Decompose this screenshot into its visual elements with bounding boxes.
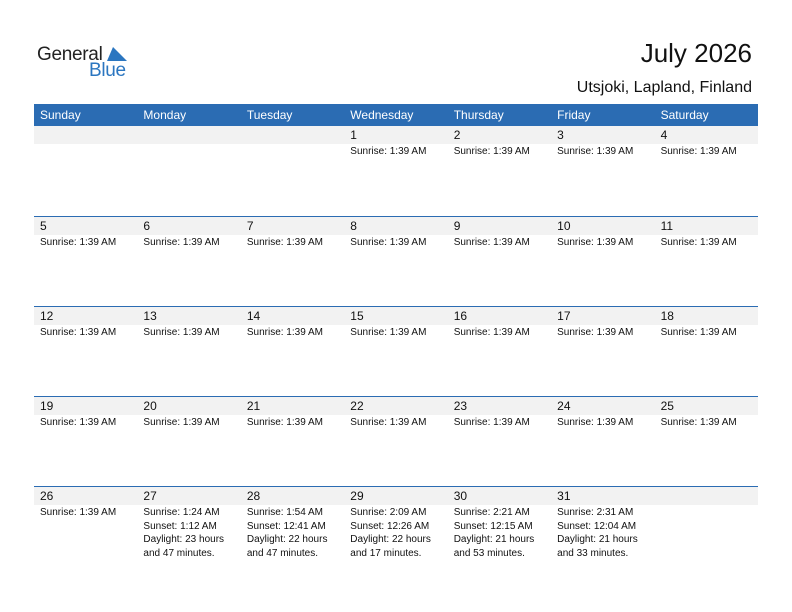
day-info-line: Sunrise: 1:39 AM	[246, 237, 323, 248]
day-info-line: Daylight: 22 hours	[350, 534, 431, 545]
logo-triangle-icon	[107, 47, 127, 61]
day-info-line: Sunset: 12:04 AM	[557, 520, 637, 532]
day-info-line: Sunrise: 1:39 AM	[143, 417, 220, 428]
day-info-line: Sunrise: 1:39 AM	[350, 146, 427, 157]
day-number: 11	[655, 217, 758, 235]
location-subtitle: Utsjoki, Lapland, Finland	[576, 79, 752, 96]
day-cell	[448, 307, 551, 396]
day-cell	[34, 126, 137, 216]
day-cell	[137, 307, 240, 396]
day-number: 3	[551, 126, 654, 144]
day-cell	[655, 217, 758, 306]
day-cell	[448, 397, 551, 486]
day-info	[551, 235, 654, 250]
day-number: 16	[448, 307, 551, 325]
day-cell	[448, 217, 551, 306]
day-info	[241, 325, 344, 340]
day-number: 29	[344, 487, 447, 505]
day-info-line: Sunrise: 2:31 AM	[557, 507, 634, 518]
day-info-line: Sunrise: 1:24 AM	[143, 507, 220, 518]
day-cell	[137, 397, 240, 486]
day-cell	[344, 217, 447, 306]
day-info-line: Sunrise: 1:39 AM	[557, 327, 634, 338]
weekday-sunday: Sunday	[40, 108, 81, 122]
day-info	[137, 144, 240, 145]
day-info	[344, 325, 447, 340]
day-info	[241, 505, 344, 560]
day-info-line: Sunrise: 2:09 AM	[350, 507, 427, 518]
day-info-line: Sunrise: 1:39 AM	[246, 327, 323, 338]
day-info-line: Sunrise: 1:39 AM	[40, 327, 117, 338]
day-cell	[137, 126, 240, 216]
day-number: 22	[344, 397, 447, 415]
day-info-line: Daylight: 22 hours	[246, 534, 328, 545]
day-number: 28	[241, 487, 344, 505]
day-cell	[241, 487, 344, 576]
day-number: 9	[448, 217, 551, 235]
day-info-line: Sunset: 12:41 AM	[246, 520, 326, 532]
day-info-line: Sunrise: 1:39 AM	[660, 146, 737, 157]
day-cell	[655, 307, 758, 396]
day-cell	[344, 487, 447, 576]
day-info	[655, 235, 758, 250]
day-cell	[344, 397, 447, 486]
day-info	[655, 505, 758, 506]
day-number: 12	[34, 307, 137, 325]
day-info	[448, 235, 551, 250]
day-number: 23	[448, 397, 551, 415]
day-cell	[241, 307, 344, 396]
day-number: 6	[137, 217, 240, 235]
day-info	[344, 144, 447, 159]
day-info	[137, 325, 240, 340]
day-info-line: Sunrise: 1:39 AM	[557, 237, 634, 248]
day-number: 1	[344, 126, 447, 144]
day-info	[137, 235, 240, 250]
day-cell	[137, 217, 240, 306]
day-info-line: Sunrise: 1:39 AM	[660, 417, 737, 428]
day-info-line: Sunrise: 1:39 AM	[40, 417, 117, 428]
day-number: 24	[551, 397, 654, 415]
day-info-line: Sunrise: 1:39 AM	[557, 146, 634, 157]
weekday-monday: Monday	[143, 108, 187, 122]
day-number	[655, 487, 758, 505]
day-number	[241, 126, 344, 144]
day-cell	[655, 397, 758, 486]
day-info-line: Sunrise: 1:39 AM	[40, 507, 117, 518]
day-number: 30	[448, 487, 551, 505]
day-cell	[655, 126, 758, 216]
day-info-line: Sunrise: 1:39 AM	[350, 237, 427, 248]
calendar-week	[34, 396, 758, 486]
day-info	[655, 325, 758, 340]
day-info-line: and 47 minutes.	[246, 547, 319, 559]
day-info-line: Sunrise: 1:39 AM	[143, 327, 220, 338]
day-info	[448, 505, 551, 560]
calendar	[34, 104, 758, 576]
day-number: 20	[137, 397, 240, 415]
day-info-line: Sunrise: 1:39 AM	[453, 327, 530, 338]
day-cell	[34, 487, 137, 576]
day-info	[448, 325, 551, 340]
day-cell	[34, 307, 137, 396]
day-info	[137, 415, 240, 430]
calendar-weeks	[34, 126, 758, 576]
day-info-line: Sunrise: 1:39 AM	[143, 237, 220, 248]
calendar-week	[34, 306, 758, 396]
day-number: 19	[34, 397, 137, 415]
day-info-line: Sunrise: 1:39 AM	[246, 417, 323, 428]
day-info	[448, 415, 551, 430]
day-number	[34, 126, 137, 144]
day-number: 27	[137, 487, 240, 505]
brand-logo	[37, 44, 147, 80]
day-info-line: and 17 minutes.	[350, 547, 422, 559]
calendar-week	[34, 486, 758, 576]
day-info-line: Sunrise: 1:54 AM	[246, 507, 323, 518]
day-number: 10	[551, 217, 654, 235]
day-info-line: Daylight: 21 hours	[557, 534, 638, 545]
page-title: July 2026	[640, 38, 752, 68]
day-number: 18	[655, 307, 758, 325]
weekday-friday: Friday	[557, 108, 591, 122]
weekday-thursday: Thursday	[453, 108, 504, 122]
day-cell	[34, 217, 137, 306]
day-number: 4	[655, 126, 758, 144]
day-number: 14	[241, 307, 344, 325]
day-cell	[241, 126, 344, 216]
day-info-line: Sunset: 1:12 AM	[143, 520, 217, 532]
day-number: 31	[551, 487, 654, 505]
day-cell	[241, 217, 344, 306]
day-number: 26	[34, 487, 137, 505]
day-info	[551, 415, 654, 430]
weekday-wednesday: Wednesday	[350, 108, 414, 122]
day-info	[34, 144, 137, 145]
day-number: 13	[137, 307, 240, 325]
day-info	[34, 235, 137, 250]
calendar-week	[34, 126, 758, 216]
day-number: 15	[344, 307, 447, 325]
day-cell	[241, 397, 344, 486]
day-cell	[137, 487, 240, 576]
day-info	[448, 144, 551, 159]
day-cell	[344, 126, 447, 216]
day-info-line: Sunrise: 1:39 AM	[350, 327, 427, 338]
day-number: 25	[655, 397, 758, 415]
day-cell	[551, 217, 654, 306]
day-cell	[551, 487, 654, 576]
day-cell	[448, 487, 551, 576]
day-info-line: Sunrise: 1:39 AM	[453, 146, 530, 157]
day-number	[137, 126, 240, 144]
day-info	[551, 505, 654, 560]
day-info-line: Sunrise: 2:21 AM	[453, 507, 530, 518]
day-info-line: Sunrise: 1:39 AM	[453, 237, 530, 248]
day-info	[34, 505, 137, 520]
day-info	[34, 325, 137, 340]
day-info-line: Sunset: 12:15 AM	[453, 520, 533, 532]
day-info	[344, 235, 447, 250]
day-info-line: Daylight: 21 hours	[453, 534, 535, 545]
day-number: 5	[34, 217, 137, 235]
day-number: 17	[551, 307, 654, 325]
day-info-line: Sunrise: 1:39 AM	[557, 417, 634, 428]
day-info	[551, 144, 654, 159]
day-info-line: and 53 minutes.	[453, 547, 525, 559]
day-info-line: and 47 minutes.	[143, 547, 215, 559]
calendar-week	[34, 216, 758, 306]
logo-blue-text: Blue	[89, 60, 126, 81]
day-info	[655, 144, 758, 159]
day-info	[241, 144, 344, 145]
day-info-line: Daylight: 23 hours	[143, 534, 225, 545]
day-cell	[448, 126, 551, 216]
weekday-saturday: Saturday	[660, 108, 709, 122]
day-info	[34, 415, 137, 430]
day-number: 2	[448, 126, 551, 144]
day-info-line: Sunset: 12:26 AM	[350, 520, 430, 532]
day-info-line: Sunrise: 1:39 AM	[453, 417, 530, 428]
day-cell	[655, 487, 758, 576]
day-cell	[551, 307, 654, 396]
logo-general-text: General	[37, 44, 103, 65]
day-number: 7	[241, 217, 344, 235]
day-cell	[344, 307, 447, 396]
weekday-tuesday: Tuesday	[246, 108, 293, 122]
day-info-line: Sunrise: 1:39 AM	[40, 237, 117, 248]
day-info	[241, 235, 344, 250]
day-info	[344, 415, 447, 430]
day-cell	[34, 397, 137, 486]
day-info-line: Sunrise: 1:39 AM	[660, 327, 737, 338]
day-cell	[551, 397, 654, 486]
day-number: 21	[241, 397, 344, 415]
day-info	[137, 505, 240, 560]
day-info	[655, 415, 758, 430]
day-number: 8	[344, 217, 447, 235]
day-info-line: and 33 minutes.	[557, 547, 629, 559]
day-info-line: Sunrise: 1:39 AM	[350, 417, 427, 428]
day-info	[344, 505, 447, 560]
day-info	[241, 415, 344, 430]
day-cell	[551, 126, 654, 216]
day-info	[551, 325, 654, 340]
day-info-line: Sunrise: 1:39 AM	[660, 237, 737, 248]
weekday-header	[34, 104, 758, 126]
